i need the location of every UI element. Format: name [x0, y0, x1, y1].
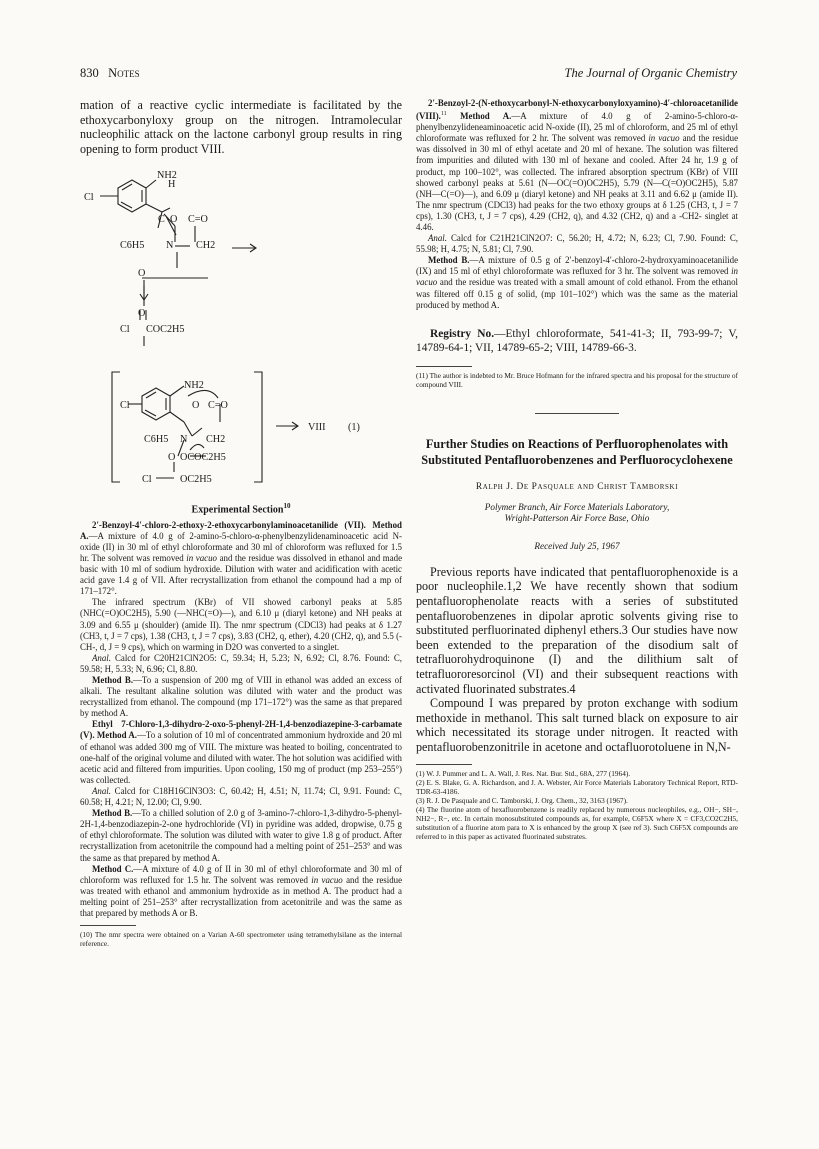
- page-header-left: [80, 66, 140, 81]
- n-label-2: N: [180, 434, 188, 446]
- o-label-2: O: [138, 268, 146, 280]
- experimental-section-heading: [80, 502, 402, 515]
- c-eq-o-label: C=O: [188, 214, 208, 226]
- viii-method-b-text-2: and the residue was treated with a small amount of cold ethanol. From the ethanol was filtered off 0.15 g of solid, (mp 101–102°) which was the same as the material produced by method A.: [416, 277, 738, 310]
- in-vacuo-3: in vacuo: [648, 133, 680, 144]
- viii-analysis-text: Calcd for C21H21ClN2O7: C, 56.20; H, 4.72; N, 6.23; Cl, 7.90. Found: C, 55.98; H, 4.75; N, 5.81; Cl, 7.90.: [416, 233, 739, 255]
- paragraph-vii-method-a: [80, 520, 402, 598]
- nh2-label: NH2: [157, 170, 177, 182]
- compound-vii-title: 2′-Benzoyl-4′-chloro-2-ethoxy-2-ethoxycarbonylaminoacetanilide (VII).: [92, 519, 366, 530]
- o-label-3: O: [138, 308, 146, 320]
- affiliation-line-2: Wright-Patterson Air Force Base, Ohio: [504, 513, 650, 524]
- paragraph-vii-method-b: [80, 675, 402, 719]
- footnote-11: (11) The author is indebted to Mr. Bruce Hofmann for the infrared spectra and his proposal for the structure of compound VIII.: [416, 370, 738, 389]
- experimental-footnote-ref: 10: [283, 502, 291, 511]
- footnote-rule-left: [80, 925, 136, 926]
- v-method-c-text: —A mixture of 4.0 g of II in 30 ml of ethyl chloroformate and 30 ml of chloroform was refluxed for 1.5 hr. The solvent was removed: [80, 863, 402, 885]
- o-label-4: O: [192, 400, 200, 412]
- reaction-scheme-drawing: [80, 160, 402, 494]
- paragraph-v-method-c: [80, 864, 402, 919]
- paragraph-viii-method-a: [416, 98, 738, 233]
- reaction-scheme: [80, 160, 402, 494]
- paragraph-v-analysis: [80, 786, 402, 808]
- footnote-rule-right-2: [416, 764, 472, 765]
- left-column: [80, 98, 402, 948]
- registry-numbers: [416, 327, 738, 356]
- ch2-label-1: CH2: [196, 240, 216, 252]
- footnote-rule-right: [416, 366, 472, 367]
- ch2-label-2: CH2: [206, 434, 226, 446]
- body-paragraph-2: Compound I was prepared by proton exchange with sodium methoxide in methanol. This salt turned black on exposure to air which necessitated its storage under nitrogen. It reacted with pentafluorobenzonitrile in acetone and octafluorotoluene in N,N-: [416, 696, 738, 754]
- body-paragraph-1: Previous reports have indicated that pentafluorophenoxide is a poor nucleophile.1,2 We have recently shown that sodium pentafluorophenolate reacts with a series of substituted pentafluorobenzenes in dipolar aprotic solvents giving rise to substituted perfluorinated diphenyl ethers.3 Our studies have now been extended to the preparation of the disodium salt of tetrafluorohydroquinone (I) and the dilithium salt of tetrafluororesorcinol (VI) and their subsequent reactions with activated fluorinated substrates.4: [416, 564, 738, 696]
- affiliation-line-1: Polymer Branch, Air Force Materials Laboratory,: [484, 501, 670, 512]
- n-label-1: N: [166, 240, 174, 252]
- anal-label-2: Anal.: [92, 785, 111, 796]
- method-b-label-3: Method B.: [428, 255, 470, 266]
- article-title: Further Studies on Reactions of Perfluorophenolates with Substituted Pentafluorobenzenes and Perfluorocyclohexene: [421, 436, 733, 467]
- page-number: 830: [80, 66, 99, 80]
- h-label: H: [168, 179, 176, 191]
- v-analysis-text: Calcd for C18H16ClN3O3: C, 60.42; H, 4.51; N, 11.74; Cl, 9.91. Found: C, 60.58; H, 4.21; N, 12.00; Cl, 9.90.: [80, 785, 403, 808]
- reagent-label: COC2H5: [146, 324, 185, 336]
- paragraph-viii-analysis: [416, 233, 738, 255]
- viii-method-a-text: —A mixture of 4.0 g of 2-amino-5-chloro-α-phenylbenzylideneaminoacetic acid N-oxide (II), 25 ml of chloroform, and 25 ml of ethyl chloroformate was refluxed for 2 hr. The solvent was removed: [416, 111, 739, 144]
- method-a-label-3: Method A.: [460, 111, 512, 122]
- viii-method-b-text: —A mixture of 0.5 g of 2′-benzoyl-4′-chloro-2-hydroxyaminoacetanilide (IX) and 15 ml of ethyl chloroformate was refluxed for 3 hr. The solvent was removed: [416, 255, 739, 277]
- paragraph-viii-method-b: [416, 255, 738, 310]
- in-vacuo-2: in vacuo: [311, 874, 343, 885]
- in-vacuo-4: in vacuo: [416, 266, 738, 288]
- oc2h5-label: OC2H5: [180, 474, 212, 486]
- received-date: Received July 25, 1967: [534, 540, 620, 551]
- footnote-2: (2) E. S. Blake, G. A. Richardson, and J. A. Webster, Air Force Materials Laboratory Technical Report, RTD-TDR-63-4186.: [416, 778, 738, 797]
- article-separator-rule: [535, 413, 619, 414]
- product-viii-label: VIII: [308, 422, 326, 434]
- vii-analysis-text: Calcd for C20H21ClN2O5: C, 59.34; H, 5.23; N, 6.92; Cl, 8.76. Found: C, 59.58; H, 5.33; N, 6.96; Cl, 8.80.: [80, 652, 403, 674]
- c-label-1: C: [158, 214, 165, 226]
- o-label-5: O: [168, 452, 176, 464]
- method-a-label-2: Method A.: [96, 730, 138, 741]
- vii-method-b-text: —To a suspension of 200 mg of VIII in ethanol was added an excess of alkali. The resultant alkaline solution was diluted with water and the product was recrystallized from ethanol. The compound (mp 171–172°) was the same as that prepared by method A.: [80, 675, 403, 719]
- paragraph-v-method-b: [80, 808, 402, 863]
- journal-name: The Journal of Organic Chemistry: [564, 66, 737, 80]
- right-column: [416, 98, 738, 841]
- ococ2h5-label: OCOC2H5: [180, 452, 226, 464]
- c6h5-label-2: C6H5: [144, 434, 169, 446]
- o-label-1: O: [170, 214, 178, 226]
- cl-label-3: Cl: [120, 400, 130, 412]
- anal-label-3: Anal.: [428, 233, 447, 244]
- cl-label-1: Cl: [84, 192, 94, 204]
- anal-label-1: Anal.: [92, 652, 111, 663]
- footnote-10: (10) The nmr spectra were obtained on a Varian A-60 spectrometer using tetramethylsilane as the internal reference.: [80, 930, 402, 949]
- compound-v-title: Ethyl 7-Chloro-1,3-dihydro-2-oxo-5-phenyl-2H-1,4-benzodiazepine-3-carbamate (V).: [80, 719, 402, 741]
- viii-method-a-text-2: and the residue was dissolved in 30 ml of ethyl acetate and 20 ml of hexane. The solution was filtered from impurities and diluted with 130 ml of hexane and cooled. After 24 hr, 1.9 g of product, mp 100–102°, was collected. The infrared absorption spectrum (KBr) of VIII showed carbonyl peaks at 5.61 (N—OC(=O)OC2H5), 5.79 (N—C(=O)OC2H5), 5.87 (NH—C(=O)—), and 6.09 μ (diaryl ketone) and NH peaks at 3.11 and 6.62 μ (amide II). The nmr spectrum (CDCl3) had peaks for the two ethoxy groups at δ 1.25 (CH3, t, J = 7 cps), 1.30 (CH3, t, J = 7 cps), 4.29 (CH2, q), and 4.32 (CH2, q) and a -CH2- singlet at 4.46.: [416, 133, 739, 232]
- article-authors: Ralph J. De Pasquale and Christ Tamborski: [475, 481, 679, 492]
- footnote-3: (3) R. J. De Pasquale and C. Tamborski, J. Org. Chem., 32, 3163 (1967).: [416, 796, 628, 806]
- c6h5-label-1: C6H5: [120, 240, 145, 252]
- paragraph-vii-spectra: The infrared spectrum (KBr) of VII showed carbonyl peaks at 5.85 (NHC(=O)OC2H5), 5.90 (—NHC(=O)—), and 6.10 μ (diaryl ketone) and NH peaks at 3.09 and 6.55 μ (shoulder) (amide II). The nmr spectrum (CDCl3) had peaks at δ 1.27 (CH3, t, J = 7 cps), 1.38 (CH3, t, J = 7 cps), 3.83 (CH2, q, ether), 4.20 (CH2, q), and 5.5 (-CH-, d, J = 9 cps), which on warming in D2O was converted to a singlet.: [80, 597, 402, 652]
- v-method-c-text-2: and the residue was treated with ethanol and ammonium hydroxide as in method A. The product had a melting point of 251–253° after recrystallization from acetonitrile and was the same as that prepared by methods A or B.: [80, 874, 403, 918]
- method-b-label-1: Method B.: [92, 675, 134, 686]
- paragraph-vii-analysis: [80, 653, 402, 675]
- intro-paragraph: mation of a reactive cyclic intermediate is facilitated by the ethoxycarbonyloxy group on the nitrogen. Intramolecular nucleophilic attack on the lactone carbonyl group results in ring opening to form product VIII.: [80, 98, 402, 156]
- method-c-label: Method C.: [92, 863, 134, 874]
- footnote-4: (4) The fluorine atom of hexafluorobenzene is readily replaced by numerous nucleophiles, e.g., OH−, SH−, NH2−, R−, etc. In certain monosubstituted compounds as, for example, C6F5X where X = CF3,CO2C2H5, substitution of a fluorine atom para to X is enhanced by the group X (see ref 3). Such C6F5X compounds are referred to in this paper as activated fluorinated substrates.: [416, 805, 738, 842]
- registry-text: —Ethyl chloroformate, 541-41-3; II, 793-99-7; V, 14789-64-1; VII, 14789-65-2; VIII, 14789-66-3.: [416, 327, 738, 355]
- v-method-a-text: —To a solution of 10 ml of concentrated ammonium hydroxide and 20 ml of ethanol was added 300 mg of VIII. The mixture was heated to boiling, concentrated to one-half of the original volume and diluted with water. The hot solution was acidified with acetic acid and filtered from impurities. Upon cooling, 150 mg of product (mp 253–255°) was collected.: [80, 730, 402, 785]
- c-eq-o-label-2: C=O: [208, 400, 228, 412]
- experimental-section-title: Experimental Section: [191, 504, 284, 516]
- method-b-label-2: Method B.: [92, 808, 133, 819]
- registry-label: Registry No.: [430, 327, 495, 340]
- cl-label-2: Cl: [120, 324, 130, 336]
- cl-label-4: Cl: [142, 474, 152, 486]
- method-a-text-2: and the residue was dissolved in ethanol and made basic with 10 ml of sodium hydroxide. Dilution with water and acidification with acetic acid gave 1.4 g of VII. After recrystallization from ethanol the compound had a mp of 171–172°.: [80, 552, 403, 597]
- compound-viii-title: 2′-Benzoyl-2-(N-ethoxycarbonyl-N-ethoxycarbonyloxyamino)-4′-chloroacetanilide (VIII).: [416, 98, 738, 122]
- method-a-text: —A mixture of 4.0 g of 2-amino-5-chloro-α-phenylbenzylidenaminoacetic acid N-oxide (II) in 30 ml of ethyl chloroformate and 30 ml of chloroform was refluxed for 1.5 hr. The solvent was removed: [80, 530, 402, 563]
- section-name: Notes: [108, 66, 140, 80]
- footnote-1: (1) W. J. Pummer and L. A. Wall, J. Res. Nat. Bur. Std., 68A, 277 (1964).: [416, 769, 631, 779]
- equation-number: (1): [348, 422, 360, 434]
- footnote-ref-11: 11: [440, 111, 447, 118]
- paragraph-v-method-a: [80, 719, 402, 786]
- method-a-label: Method A.: [80, 519, 402, 541]
- in-vacuo-1: in vacuo: [186, 552, 217, 563]
- v-method-b-text: —To a chilled solution of 2.0 g of 3-amino-7-chloro-1,3-dihydro-5-phenyl-2H-1,4-benzodiazepin-2-one hydrochloride (VI) in pyridine was added, dropwise, 0.75 g of ethyl chloroformate. The solution was diluted with water to give 1.8 g of product. After recrystallization from acetonitrile the compound had a melting point of 251–253° and was the same as that prepared by method A.: [80, 808, 402, 863]
- nh2-label-2: NH2: [184, 380, 204, 392]
